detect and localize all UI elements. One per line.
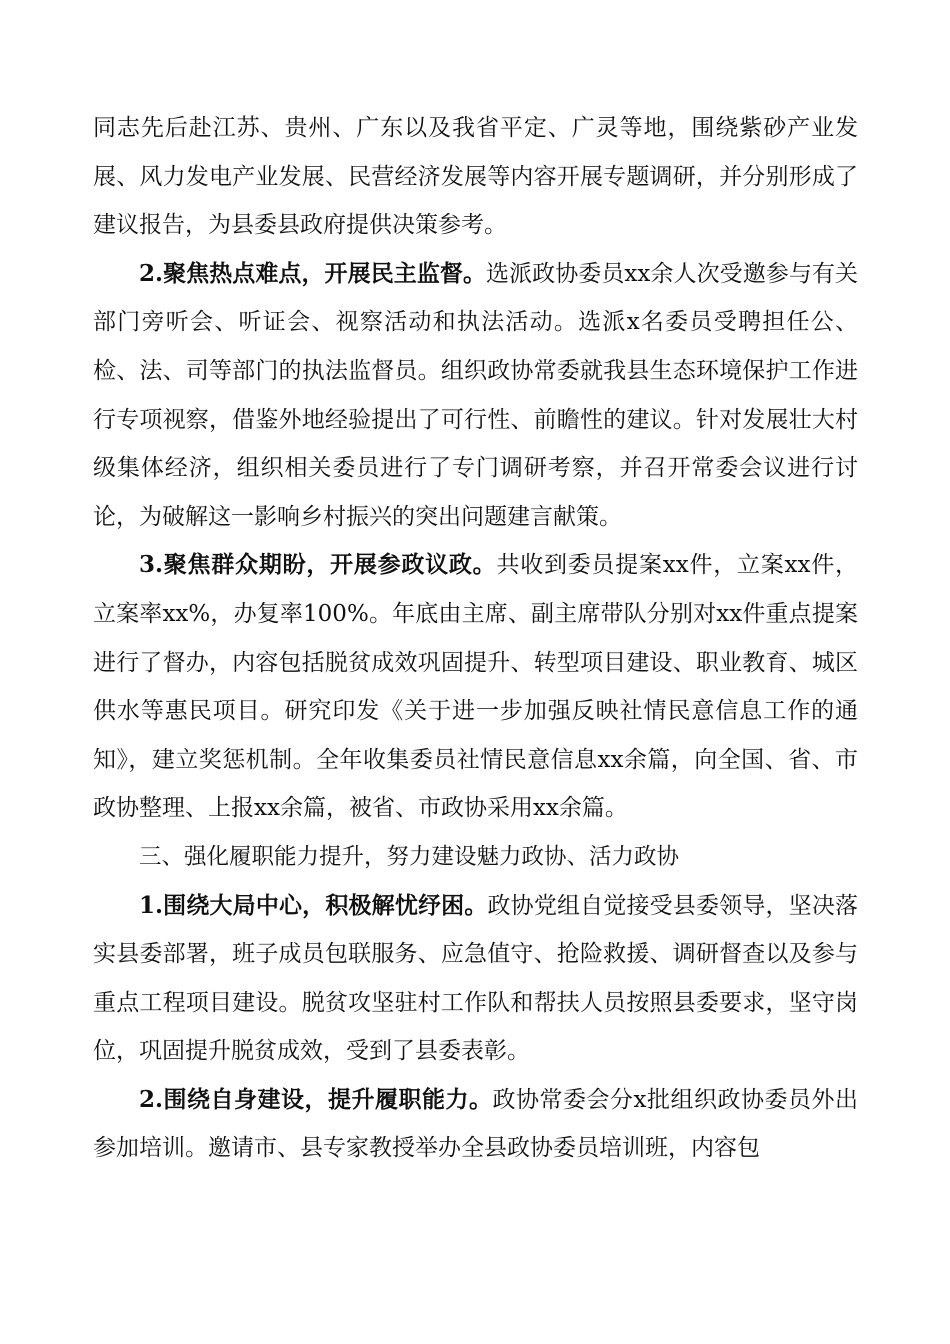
paragraph-text: 共收到委员提案xx件，立案xx件，立案率xx%，办复率100%。年底由主席、副主席带队分别对xx件重点提案进行了督办，内容包括脱贫成效巩固提升、转型项目建设、职业教育、城区供水等惠民项目。研究印发《关于进一步加强反映社情民意信息工作的通知》，建立奖惩机制。全年收集委员社情民意信息xx余篇，向全国、省、市政协整理、上报xx余篇，被省、市政协采用xx余篇。 (93, 552, 859, 822)
paragraph-lead: 2.围绕自身建设，提升履职能力。 (139, 1085, 493, 1113)
paragraph-text: 同志先后赴江苏、贵州、广东以及我省平定、广灵等地，围绕紫砂产业发展、风力发电产业发展、民营经济发展等内容开展专题调研，并分别形成了建议报告，为县委县政府提供决策参考。 (93, 115, 858, 239)
paragraph-text: 政协常委会分x批组织政协委员外出参加培训。邀请市、县专家教授举办全县政协委员培训班，内容包 (93, 1086, 858, 1162)
paragraph-self-building (93, 1076, 858, 1173)
document-page (93, 104, 858, 1173)
paragraph-political-participation (93, 541, 858, 833)
section-heading: 三、强化履职能力提升，努力建设魅力政协、活力政协 (139, 843, 680, 870)
paragraph-continuation (93, 104, 858, 250)
paragraph-overall-center (93, 882, 858, 1076)
paragraph-text: 选派政协委员xx余人次受邀参与有关部门旁听会、听证会、视察活动和执法活动。选派x名委员受聘担任公、检、法、司等部门的执法监督员。组织政协常委就我县生态环境保护工作进行专项视察，借鉴外地经验提出了可行性、前瞻性的建议。针对发展壮大村级集体经济，组织相关委员进行了专门调研考察，并召开常委会议进行讨论，为破解这一影响乡村振兴的突出问题建言献策。 (93, 260, 858, 530)
paragraph-text: 政协党组自觉接受县委领导，坚决落实县委部署，班子成员包联服务、应急值守、抢险救援、调研督查以及参与重点工程项目建设。脱贫攻坚驻村工作队和帮扶人员按照县委要求，坚守岗位，巩固提升脱贫成效，受到了县委表彰。 (93, 892, 859, 1065)
paragraph-lead: 3.聚焦群众期盼，开展参政议政。 (139, 551, 497, 579)
paragraph-lead: 2.聚焦热点难点，开展民主监督。 (139, 259, 487, 287)
paragraph-democratic-supervision (93, 250, 858, 542)
paragraph-lead: 1.围绕大局中心，积极解忧纾困。 (139, 891, 488, 919)
